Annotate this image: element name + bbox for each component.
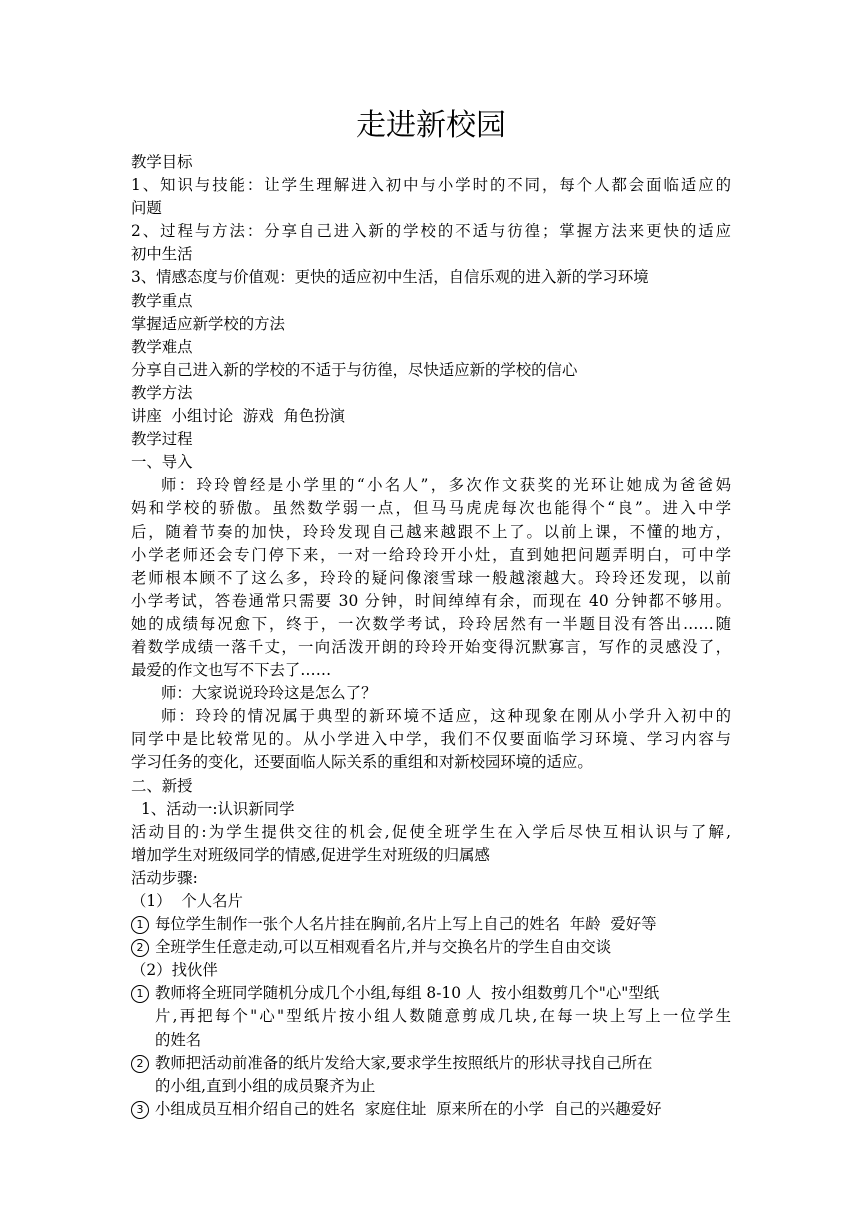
activity-steps: 活动步骤: xyxy=(131,868,198,887)
step-1-item-1-text: 每位学生制作一张个人名片挂在胸前,名片上写上自己的姓名 年龄 爱好等 xyxy=(155,915,657,934)
story-line-3: 后，随着节奏的加快，玲玲发现自己越来越跟不上了。以前上课，不懂的地方， xyxy=(131,522,731,541)
heading-key-points: 教学重点 xyxy=(131,291,193,310)
story-line-1: 师：玲玲曾经是小学里的“小名人”，多次作文获奖的光环让她成为爸爸妈 xyxy=(161,476,731,495)
activity-purpose-1: 活动目的:为学生提供交往的机会,促使全班学生在入学后尽快互相认识与了解, xyxy=(131,822,731,841)
teacher-question: 师：大家说说玲玲这是怎么了？ xyxy=(161,684,377,703)
objective-1: 1、知识与技能：让学生理解进入初中与小学时的不同，每个人都会面临适应的 xyxy=(131,176,731,195)
teacher-analysis-2: 同学中是比较常见的。从小学进入中学，我们不仅要面临学习环境、学习内容与 xyxy=(131,730,731,749)
heading-methods: 教学方法 xyxy=(131,383,193,402)
circled-number-marker: 2 xyxy=(131,1055,149,1073)
step-2-item-1-cont-1: 片,再把每个"心"型纸片按小组人数随意剪成几块,在每一块上写上一位学生 xyxy=(155,1007,731,1026)
step-2-item-2-text: 教师把活动前准备的纸片发给大家,要求学生按照纸片的形状寻找自己所在 xyxy=(155,1053,653,1072)
methods-text: 讲座 小组讨论 游戏 角色扮演 xyxy=(131,407,346,426)
objective-2-cont: 初中生活 xyxy=(131,245,193,264)
circled-number-marker: 1 xyxy=(131,985,149,1003)
circled-number-marker: 3 xyxy=(131,1101,149,1119)
activity-1-title: 1、活动一:认识新同学 xyxy=(141,799,295,818)
story-line-9: 最爱的作文也写不下去了…… xyxy=(131,661,332,680)
step-2-item-1-cont-2: 的姓名 xyxy=(155,1030,202,1049)
teacher-analysis-1: 师：玲玲的情况属于典型的新环境不适应，这种现象在刚从小学升入初中的 xyxy=(161,707,731,726)
section-intro: 一、导入 xyxy=(131,453,193,472)
objective-2: 2、过程与方法：分享自己进入新的学校的不适与彷徨；掌握方法来更快的适应 xyxy=(131,222,731,241)
step-2-item-3-text: 小组成员互相介绍自己的姓名 家庭住址 原来所在的小学 自己的兴趣爱好 xyxy=(155,1099,662,1118)
step-1-item-2-text: 全班学生任意走动,可以互相观看名片,并与交换名片的学生自由交谈 xyxy=(155,938,612,957)
activity-purpose-2: 增加学生对班级同学的情感,促进学生对班级的归属感 xyxy=(131,845,490,864)
section-new-lesson: 二、新授 xyxy=(131,776,193,795)
step-2-item-3 xyxy=(131,1098,731,1121)
story-line-2: 妈和学校的骄傲。虽然数学弱一点，但马马虎虎每次也能得个“良”。进入中学 xyxy=(131,499,731,518)
step-1-item-2 xyxy=(131,936,731,959)
story-line-6: 小学考试，答卷通常只需要 30 分钟，时间绰绰有余，而现在 40 分钟都不够用。 xyxy=(131,591,731,610)
step-1-item-1 xyxy=(131,913,731,936)
document-title: 走进新校园 xyxy=(356,108,506,143)
teacher-analysis-3: 学习任务的变化，还要面临人际关系的重组和对新校园环境的适应。 xyxy=(131,753,593,772)
story-line-8: 着数学成绩一落千丈，一向活泼开朗的玲玲开始变得沉默寡言，写作的灵感没了， xyxy=(131,637,731,656)
step-2-item-1 xyxy=(131,982,731,1005)
story-line-7: 她的成绩每况愈下，终于，一次数学考试，玲玲居然有一半题目没有答出……随 xyxy=(131,614,731,633)
document-body xyxy=(131,151,731,1121)
step-2-item-2 xyxy=(131,1052,731,1075)
circled-number-marker: 1 xyxy=(131,916,149,934)
objective-3: 3、情感态度与价值观：更快的适应初中生活，自信乐观的进入新的学习环境 xyxy=(131,268,649,287)
key-points-text: 掌握适应新学校的方法 xyxy=(131,314,285,333)
step-1-title: （1） 个人名片 xyxy=(131,892,243,910)
step-2-title: （2）找伙伴 xyxy=(131,961,218,980)
story-line-4: 小学老师还会专门停下来，一对一给玲玲开小灶，直到她把问题弄明白，可中学 xyxy=(131,545,731,564)
step-2-item-2-cont: 的小组,直到小组的成员聚齐为止 xyxy=(155,1076,376,1095)
objective-1-cont: 问题 xyxy=(131,199,162,218)
heading-difficulties: 教学难点 xyxy=(131,337,193,356)
difficulties-text: 分享自己进入新的学校的不适于与彷徨，尽快适应新的学校的信心 xyxy=(131,360,578,379)
story-line-5: 老师根本顾不了这么多，玲玲的疑问像滚雪球一般越滚越大。玲玲还发现，以前 xyxy=(131,568,731,587)
step-2-item-1-text: 教师将全班同学随机分成几个小组,每组 8-10 人 按小组数剪几个"心"型纸 xyxy=(155,984,660,1003)
heading-process: 教学过程 xyxy=(131,430,193,449)
heading-objectives: 教学目标 xyxy=(131,153,193,171)
circled-number-marker: 2 xyxy=(131,939,149,957)
